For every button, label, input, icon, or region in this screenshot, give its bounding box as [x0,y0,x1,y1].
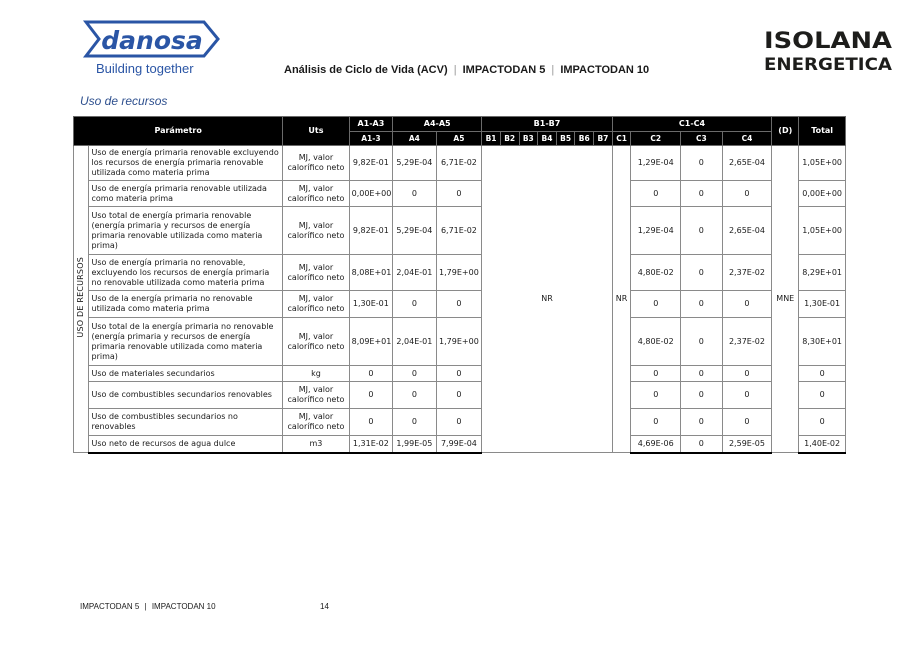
c4-cell: 2,37E-02 [722,318,772,366]
total-cell: 1,05E+00 [799,146,846,181]
table-row [74,409,846,436]
page-number: 14 [320,602,329,611]
c2-cell: 4,80E-02 [631,255,681,291]
total-cell: 1,05E+00 [799,207,846,255]
c2-cell: 4,80E-02 [631,318,681,366]
header-d: (D) [772,117,799,146]
subheader-b1: B1 [482,132,501,146]
group-label: USO DE RECURSOS [75,257,85,338]
resource-use-table [73,116,846,454]
total-cell: 0 [799,382,846,409]
param-cell: Uso de materiales secundarios [88,366,283,382]
danosa-logo [82,20,222,78]
c2-cell: 1,29E-04 [631,146,681,181]
a5-cell: 0 [436,181,482,207]
header-c1-c4: C1-C4 [612,117,772,132]
total-cell: 1,30E-01 [799,291,846,318]
isolana-logo-line2: ENERGETICA [764,55,893,74]
param-cell: Uso total de la energía primaria no renovable (energía primaria y recursos de energía primaria renovable utilizada como materia prima) [88,318,283,366]
a1-3-cell: 0 [349,366,393,382]
a5-cell: 0 [436,409,482,436]
c4-cell: 0 [722,366,772,382]
header-product-2: IMPACTODAN 10 [560,64,650,76]
subheader-b3: B3 [519,132,538,146]
footer-product-1: IMPACTODAN 5 [80,602,140,611]
subheader-c2: C2 [631,132,681,146]
a4-cell: 1,99E-05 [393,436,437,453]
total-cell: 0,00E+00 [799,181,846,207]
uts-cell: MJ, valor calorífico neto [283,146,349,181]
a1-3-cell: 1,31E-02 [349,436,393,453]
param-cell: Uso de energía primaria renovable excluyendo los recursos de energía primaria renovable utilizada como materia prima [88,146,283,181]
c4-cell: 0 [722,291,772,318]
uts-cell: MJ, valor calorífico neto [283,409,349,436]
table-row [74,382,846,409]
c3-cell: 0 [681,436,722,453]
b1-b7-nr-cell: NR [482,146,613,453]
c3-cell: 0 [681,318,722,366]
header-separator-1: | [453,64,457,76]
header-total: Total [799,117,846,146]
a1-3-cell: 1,30E-01 [349,291,393,318]
footer-products [80,602,216,611]
table-row [74,255,846,291]
d-mne-cell: MNE [772,146,799,453]
c4-cell: 2,65E-04 [722,146,772,181]
uts-cell: MJ, valor calorífico neto [283,291,349,318]
c4-cell: 2,59E-05 [722,436,772,453]
c4-cell: 0 [722,181,772,207]
subheader-c3: C3 [681,132,722,146]
isolana-logo-line1: ISOLANA [764,29,892,54]
c2-cell: 0 [631,382,681,409]
danosa-logo-graphic [82,20,222,78]
uts-cell: kg [283,366,349,382]
a5-cell: 6,71E-02 [436,146,482,181]
a5-cell: 0 [436,366,482,382]
c4-cell: 2,37E-02 [722,255,772,291]
a1-3-cell: 9,82E-01 [349,207,393,255]
a5-cell: 6,71E-02 [436,207,482,255]
table-row [74,366,846,382]
a1-3-cell: 0 [349,409,393,436]
isolana-logo [760,28,895,74]
footer-separator: | [144,602,147,611]
c3-cell: 0 [681,382,722,409]
c2-cell: 0 [631,181,681,207]
c4-cell: 2,65E-04 [722,207,772,255]
danosa-tagline: Building together [96,61,194,76]
c2-cell: 0 [631,366,681,382]
a5-cell: 1,79E+00 [436,255,482,291]
header-a1-a3: A1-A3 [349,117,393,132]
a4-cell: 0 [393,382,437,409]
a5-cell: 7,99E-04 [436,436,482,453]
c2-cell: 0 [631,291,681,318]
a4-cell: 0 [393,291,437,318]
subheader-a1-3: A1-3 [349,132,393,146]
a4-cell: 0 [393,409,437,436]
subheader-a5: A5 [436,132,482,146]
param-cell: Uso de la energía primaria no renovable utilizada como materia prima [88,291,283,318]
a1-3-cell: 0 [349,382,393,409]
c4-cell: 0 [722,382,772,409]
table-row [74,207,846,255]
table-row [74,318,846,366]
header-uts: Uts [283,117,349,146]
c3-cell: 0 [681,409,722,436]
c3-cell: 0 [681,255,722,291]
a1-3-cell: 0,00E+00 [349,181,393,207]
table-row [74,146,846,181]
group-label-cell [74,146,89,453]
header-separator-2: | [551,64,555,76]
subheader-b5: B5 [556,132,575,146]
param-cell: Uso de combustibles secundarios no renovables [88,409,283,436]
a4-cell: 2,04E-01 [393,255,437,291]
a4-cell: 2,04E-01 [393,318,437,366]
a4-cell: 0 [393,181,437,207]
c3-cell: 0 [681,146,722,181]
table-row [74,181,846,207]
uts-cell: MJ, valor calorífico neto [283,207,349,255]
footer-product-2: IMPACTODAN 10 [151,602,216,611]
header-parametro: Parámetro [74,117,283,146]
c3-cell: 0 [681,181,722,207]
a5-cell: 1,79E+00 [436,318,482,366]
subheader-b4: B4 [538,132,557,146]
total-cell: 0 [799,366,846,382]
param-cell: Uso de energía primaria no renovable, excluyendo los recursos de energía primaria no renovable utilizada como materia prima [88,255,283,291]
section-title: Uso de recursos [80,94,168,108]
header-b1-b7: B1-B7 [482,117,613,132]
header-a4-a5: A4-A5 [393,117,482,132]
param-cell: Uso total de energía primaria renovable (energía primaria y recursos de energía primaria renovable utilizada como materia prima) [88,207,283,255]
total-cell: 8,30E+01 [799,318,846,366]
param-cell: Uso de energía primaria renovable utilizada como materia prima [88,181,283,207]
a1-3-cell: 8,08E+01 [349,255,393,291]
uts-cell: MJ, valor calorífico neto [283,318,349,366]
subheader-c1: C1 [612,132,631,146]
header-product-1: IMPACTODAN 5 [462,64,546,76]
header-title-main: Análisis de Ciclo de Vida (ACV) [284,64,448,76]
subheader-b6: B6 [575,132,594,146]
document-header-title [284,64,649,76]
subheader-b7: B7 [594,132,613,146]
a1-3-cell: 8,09E+01 [349,318,393,366]
c4-cell: 0 [722,409,772,436]
table-row [74,436,846,453]
c1-nr-cell: NR [612,146,631,453]
c2-cell: 1,29E-04 [631,207,681,255]
subheader-c4: C4 [722,132,772,146]
c2-cell: 0 [631,409,681,436]
isolana-logo-graphic [760,28,895,74]
uts-cell: MJ, valor calorífico neto [283,382,349,409]
a5-cell: 0 [436,382,482,409]
uts-cell: m3 [283,436,349,453]
a5-cell: 0 [436,291,482,318]
c3-cell: 0 [681,291,722,318]
subheader-b2: B2 [500,132,519,146]
subheader-a4: A4 [393,132,437,146]
a1-3-cell: 9,82E-01 [349,146,393,181]
danosa-brand-text: danosa [101,26,203,55]
param-cell: Uso neto de recursos de agua dulce [88,436,283,453]
table-row [74,291,846,318]
c3-cell: 0 [681,366,722,382]
a4-cell: 0 [393,366,437,382]
param-cell: Uso de combustibles secundarios renovables [88,382,283,409]
total-cell: 0 [799,409,846,436]
total-cell: 1,40E-02 [799,436,846,453]
uts-cell: MJ, valor calorífico neto [283,181,349,207]
a4-cell: 5,29E-04 [393,146,437,181]
c2-cell: 4,69E-06 [631,436,681,453]
uts-cell: MJ, valor calorífico neto [283,255,349,291]
c3-cell: 0 [681,207,722,255]
a4-cell: 5,29E-04 [393,207,437,255]
total-cell: 8,29E+01 [799,255,846,291]
